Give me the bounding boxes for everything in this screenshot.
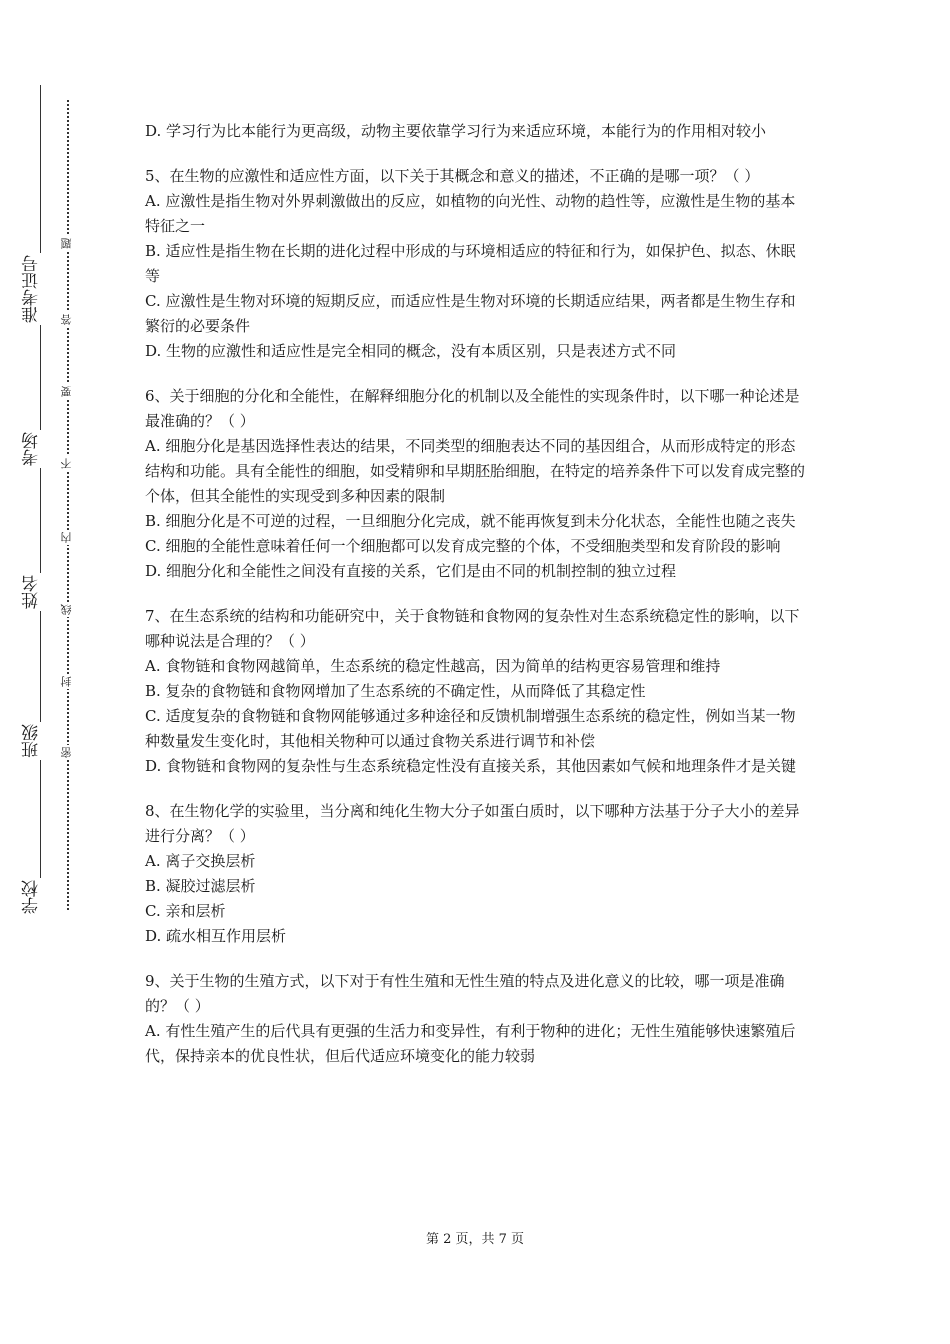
- seal-char-bu: 不: [60, 458, 73, 469]
- seal-char-ti: 题: [60, 238, 73, 249]
- option-d: D. 学习行为比本能行为更高级，动物主要依靠学习行为来适应环境，本能行为的作用相对较小: [145, 122, 767, 140]
- option-a: A. 应激性是指生物对外界刺激做出的反应，如植物的向光性、动物的趋性等，应激性是生物的基本特征之一: [145, 192, 796, 235]
- seal-dotted-line: [67, 100, 69, 910]
- seal-char-feng: 封: [60, 676, 73, 687]
- question-9: [145, 969, 810, 1069]
- option-c: C. 细胞的全能性意味着任何一个细胞都可以发育成完整的个体，不受细胞类型和发育阶段的影响: [145, 537, 781, 555]
- question-8: [145, 799, 810, 949]
- option-d: D. 疏水相互作用层析: [145, 927, 287, 945]
- option-a: A. 食物链和食物网越简单，生态系统的稳定性越高，因为简单的结构更容易管理和维持: [145, 657, 721, 675]
- question-stem: 7、在生态系统的结构和功能研究中，关于食物链和食物网的复杂性对生态系统稳定性的影响，以下哪种说法是合理的？（ ）: [145, 607, 800, 650]
- question-5: [145, 164, 810, 364]
- label-name: 姓名: [22, 575, 42, 609]
- seal-char-mi: 密: [60, 747, 73, 758]
- question-6: [145, 384, 810, 584]
- label-school: 学校: [22, 880, 42, 914]
- question-stem: 9、关于生物的生殖方式，以下对于有性生殖和无性生殖的特点及进化意义的比较，哪一项是准确的？（ ）: [145, 972, 785, 1015]
- question-stem: 8、在生物化学的实验里，当分离和纯化生物大分子如蛋白质时，以下哪种方法基于分子大小的差异进行分离？（ ）: [145, 802, 800, 845]
- seal-char-nei: 内: [60, 532, 73, 543]
- option-d: D. 细胞分化和全能性之间没有直接的关系，它们是由不同的机制控制的独立过程: [145, 562, 677, 580]
- question-4-continued: [145, 119, 810, 144]
- label-exam-room: 考场: [22, 432, 42, 466]
- option-a: A. 有性生殖产生的后代具有更强的生活力和变异性，有利于物种的进化；无性生殖能够快速繁殖后代，保持亲本的优良性状，但后代适应环境变化的能力较弱: [145, 1022, 796, 1065]
- option-b: B. 复杂的食物链和食物网增加了生态系统的不确定性，从而降低了其稳定性: [145, 682, 646, 700]
- page-number: 第 2 页，共 7 页: [425, 1232, 525, 1247]
- question-7: [145, 604, 810, 779]
- option-c: C. 适度复杂的食物链和食物网能够通过多种途径和反馈机制增强生态系统的稳定性，例如当某一物种数量发生变化时，其他相关物种可以通过食物关系进行调节和补偿: [145, 707, 796, 750]
- question-stem: 6、关于细胞的分化和全能性，在解释细胞分化的机制以及全能性的实现条件时，以下哪一种论述是最准确的？（ ）: [145, 387, 800, 430]
- option-b: B. 细胞分化是不可逆的过程，一旦细胞分化完成，就不能再恢复到未分化状态，全能性也随之丧失: [145, 512, 796, 530]
- option-b: B. 凝胶过滤层析: [145, 877, 256, 895]
- option-c: C. 应激性是生物对环境的短期反应，而适应性是生物对环境的长期适应结果，两者都是生物生存和繁衍的必要条件: [145, 292, 796, 335]
- question-list: [145, 119, 810, 1089]
- seal-char-yao: 要: [60, 386, 73, 397]
- seal-char-da: 答: [60, 314, 73, 325]
- seal-char-xian: 线: [60, 604, 73, 615]
- option-a: A. 细胞分化是基因选择性表达的结果，不同类型的细胞表达不同的基因组合，从而形成特定的形态结构和功能。具有全能性的细胞，如受精卵和早期胚胎细胞，在特定的培养条件下可以发育成完整的个体，但其全能性的实现受到多种因素的限制: [145, 437, 806, 505]
- question-stem: 5、在生物的应激性和适应性方面，以下关于其概念和意义的描述，不正确的是哪一项？（ ）: [145, 167, 760, 185]
- option-a: A. 离子交换层析: [145, 852, 256, 870]
- binding-margin: [0, 0, 100, 1344]
- label-class: 班级: [22, 724, 42, 758]
- binding-line: [40, 85, 41, 915]
- label-exam-number: 准考证号: [22, 255, 42, 323]
- option-d: D. 生物的应激性和适应性是完全相同的概念，没有本质区别，只是表述方式不同: [145, 342, 677, 360]
- option-d: D. 食物链和食物网的复杂性与生态系统稳定性没有直接关系，其他因素如气候和地理条件才是关键: [145, 757, 797, 775]
- option-c: C. 亲和层析: [145, 902, 226, 920]
- option-b: B. 适应性是指生物在长期的进化过程中形成的与环境相适应的特征和行为，如保护色、拟态、休眠等: [145, 242, 796, 285]
